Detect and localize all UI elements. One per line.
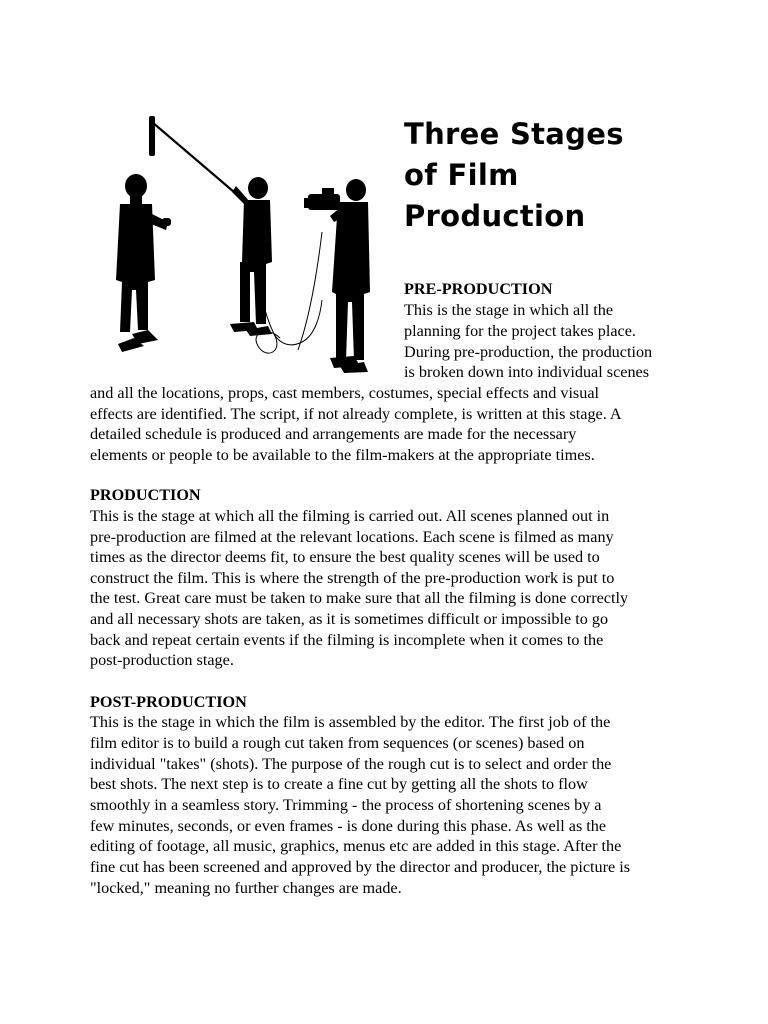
text-line: smoothly in a seamless story. Trimming - the process of shortening scenes by a <box>90 796 602 814</box>
text-line: few minutes, seconds, or even frames - is done during this phase. As well as the <box>90 817 607 835</box>
text-line: is broken down into individual scenes <box>404 363 650 381</box>
text-line: This is the stage at which all the filming is carried out. All scenes planned out in <box>90 507 610 525</box>
text-line: This is the stage in which all the <box>404 301 614 319</box>
title-line: Production <box>404 199 586 233</box>
text-line: best shots. The next step is to create a fine cut by getting all the shots to flow <box>90 775 588 793</box>
film-crew-silhouette-icon <box>108 112 380 374</box>
text-line: back and repeat certain events if the filming is incomplete when it comes to the <box>90 631 604 649</box>
text-line: During pre-production, the production <box>404 343 653 361</box>
text-line: This is the stage in which the film is assembled by the editor. The first job of the <box>90 713 611 731</box>
text-line: pre-production are filmed at the relevant locations. Each scene is filmed as many <box>90 528 614 546</box>
text-line: and all the locations, props, cast members, costumes, special effects and visual <box>90 384 600 402</box>
text-line: editing of footage, all music, graphics, menus etc are added in this stage. After the <box>90 837 622 855</box>
text-line: planning for the project takes place. <box>404 322 636 340</box>
text-line: detailed schedule is produced and arrangements are made for the necessary <box>90 425 577 443</box>
text-line: elements or people to be available to the film-makers at the appropriate times. <box>90 446 595 464</box>
text-line: effects are identified. The script, if not already complete, is written at this stage. A <box>90 405 622 423</box>
section-heading: PRE-PRODUCTION <box>404 280 553 298</box>
text-line: and all necessary shots are taken, as it is sometimes difficult or impossible to go <box>90 610 609 628</box>
text-line: film editor is to build a rough cut taken from sequences (or scenes) based on <box>90 734 585 752</box>
document-title <box>404 114 744 237</box>
text-line: construct the film. This is where the strength of the pre-production work is put to <box>90 569 615 587</box>
title-line: of Film <box>404 158 519 192</box>
text-line: "locked," meaning no further changes are made. <box>90 879 402 897</box>
text-line: times as the director deems fit, to ensure the best quality scenes will be used to <box>90 548 600 566</box>
text-line: fine cut has been screened and approved by the director and producer, the picture is <box>90 858 631 876</box>
section-heading: PRODUCTION <box>90 486 201 504</box>
section-heading: POST-PRODUCTION <box>90 693 247 711</box>
text-line: the test. Great care must be taken to make sure that all the filming is done correctly <box>90 589 629 607</box>
text-line: individual "takes" (shots). The purpose of the rough cut is to select and order the <box>90 755 612 773</box>
text-line: post-production stage. <box>90 651 234 669</box>
title-line: Three Stages <box>404 117 624 151</box>
